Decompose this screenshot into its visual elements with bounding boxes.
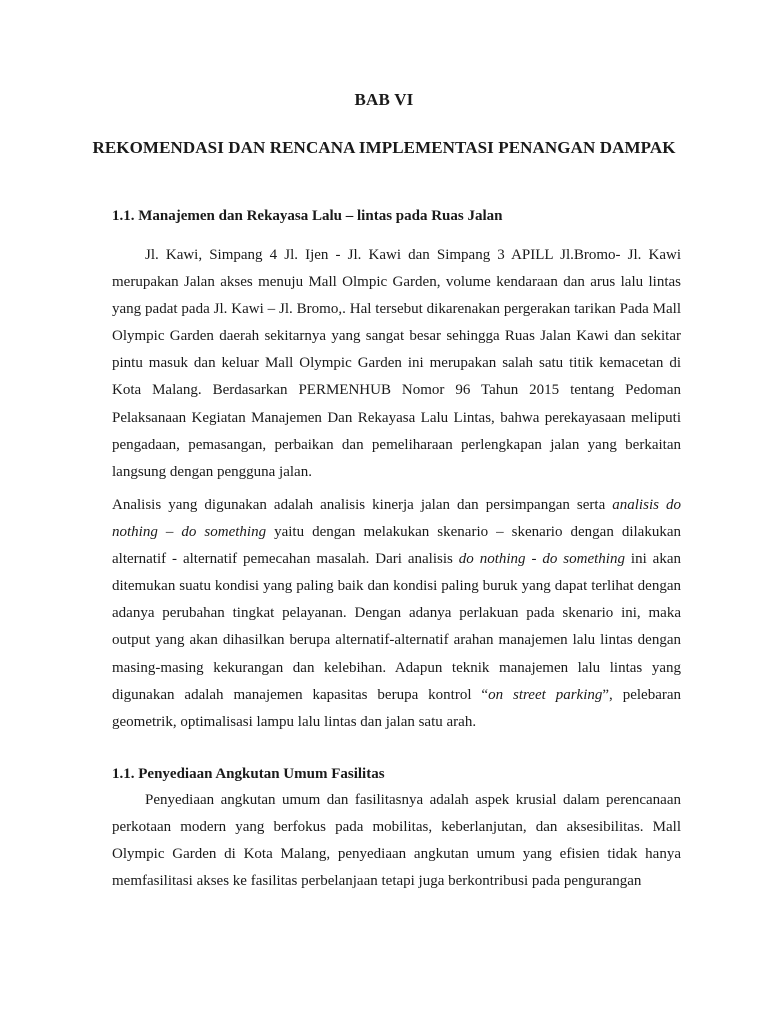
text-run: ini akan ditemukan suatu kondisi yang paling baik dan kondisi paling buruk yang dapat terlihat dengan adanya perubahan tingkat pelayanan. Dengan adanya perlakuan pada skenario ini, maka output yang akan dihasilkan berupa alternatif-alternatif arahan manajemen lalu lintas dengan masing-masing kekurangan dan kelebihan. Adapun teknik manajemen lalu lintas yang digunakan adalah manajemen kapasitas berupa kontrol “ [112, 551, 681, 703]
text-run: Analisis yang digunakan adalah analisis kinerja jalan dan persimpangan serta [112, 497, 613, 513]
section-heading-public-transport: 1.1. Penyediaan Angkutan Umum Fasilitas [112, 766, 385, 782]
text-run: yaitu dengan melakukan skenario – skenario dengan dilakukan alternatif - alternatif pemecahan masalah. Dari analisis [112, 524, 681, 568]
paragraph-public-transport: Penyediaan angkutan umum dan fasilitasnya adalah aspek krusial dalam perencanaan perkotaan modern yang berfokus pada mobilitas, keberlanjutan, dan aksesibilitas. Mall Olympic Garden di Kota Malang, penyediaan angkutan umum yang efisien tidak hanya memfasilitasi akses ke fasilitas perbelanjaan tetapi juga berkontribusi pada pengurangan [112, 792, 681, 890]
page-title: REKOMENDASI DAN RENCANA IMPLEMENTASI PENANGAN DAMPAK [92, 138, 676, 157]
chapter-label: BAB VI [354, 90, 414, 109]
paragraph-analysis [112, 492, 681, 736]
italic-term: analisis do nothing – do something [112, 497, 681, 541]
text-run: ”, pelebaran geometrik, optimalisasi lampu lalu lintas dan jalan satu arah. [112, 686, 681, 730]
italic-term: on street parking [488, 686, 603, 703]
italic-term: do nothing - do something [458, 551, 625, 568]
paragraph-traffic-context: Jl. Kawi, Simpang 4 Jl. Ijen - Jl. Kawi dan Simpang 3 APILL Jl.Bromo- Jl. Kawi merupakan Jalan akses menuju Mall Olmpic Garden, volume kendaraan dan arus lalu lintas yang padat pada Jl. Kawi – Jl. Bromo,. Hal tersebut dikarenakan pergerakan tarikan Pada Mall Olympic Garden daerah sekitarnya yang sangat besar sehingga Ruas Jalan Kawi dan sekitar pintu masuk dan keluar Mall Olympic Garden ini merupakan salah satu titik kemacetan di Kota Malang. Berdasarkan PERMENHUB Nomor 96 Tahun 2015 tentang Pedoman Pelaksanaan Kegiatan Manajemen Dan Rekayasa Lalu Lintas, bahwa perekayasaan meliputi pengadaan, pemasangan, perbaikan dan pemeliharaan perlengkapan jalan yang berkaitan langsung dengan pengguna jalan. [112, 247, 681, 480]
section-heading-traffic-management: 1.1. Manajemen dan Rekayasa Lalu – lintas pada Ruas Jalan [112, 208, 503, 224]
